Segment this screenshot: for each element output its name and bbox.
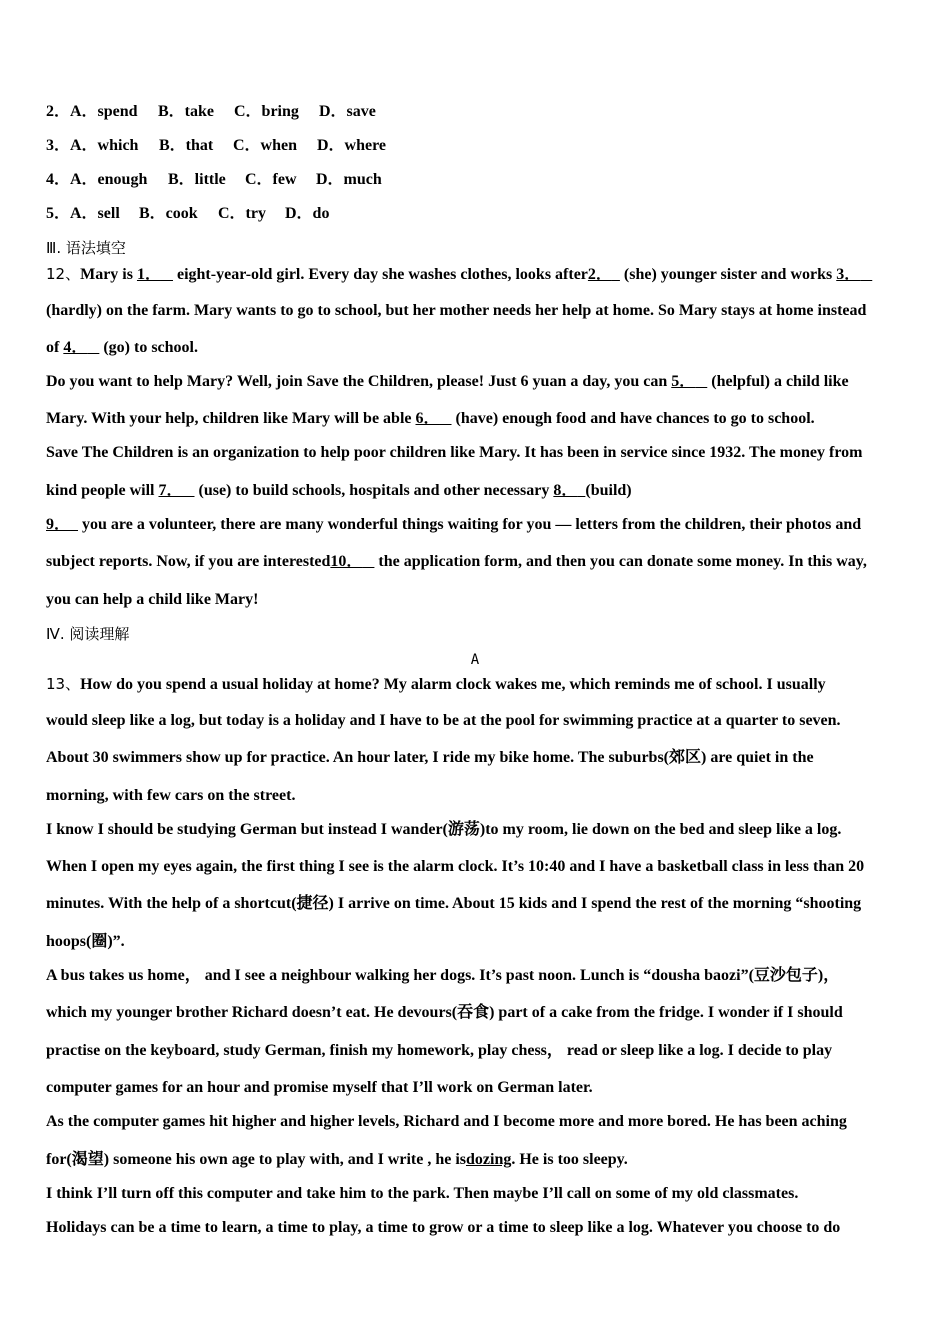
section-heading-grammar: Ⅲ. 语法填空 xyxy=(46,239,126,257)
q13-line-9: A bus takes us home， and I see a neighbour walking her dogs. It’s past noon. Lunch is “dousha baozi”(豆沙包子)， xyxy=(46,967,840,984)
q13-line-4: morning, with few cars on the street. xyxy=(46,787,296,804)
option-a: A．spend xyxy=(70,103,138,120)
q12-line-9: subject reports. Now, if you are interested10． the application form, and then you can donate some money. In this way, xyxy=(46,553,867,570)
blank-1: 1． xyxy=(136,266,161,283)
option-c: C．try xyxy=(218,205,266,222)
q12-line-1: 12、Mary is 1． eight-year-old girl. Every day she washes clothes, looks after2． (she) younger sister and works 3． xyxy=(46,265,861,283)
option-b: B．little xyxy=(168,171,226,188)
q13-line-16: Holidays can be a time to learn, a time to play, a time to grow or a time to sleep like a log. Whatever you choose to do xyxy=(46,1219,841,1236)
q13-line-13: As the computer games hit higher and higher levels, Richard and I become more and more bored. He has been aching xyxy=(46,1113,847,1130)
q12-line-3: of 4． (go) to school. xyxy=(46,339,198,356)
underlined-word: dozing xyxy=(466,1151,512,1168)
blank-10: 10． xyxy=(330,553,363,570)
option-row-2 xyxy=(46,102,376,122)
passage-label: A xyxy=(470,652,480,668)
q13-line-1: 13、How do you spend a usual holiday at home? My alarm clock wakes me, which reminds me of school. I usually xyxy=(46,675,826,693)
q12-line-5: Mary. With your help, children like Mary will be able 6． (have) enough food and have chances to go to school. xyxy=(46,410,815,427)
option-c: C．few xyxy=(245,171,297,188)
blank-2: 2． xyxy=(587,266,612,283)
option-a: A．enough xyxy=(70,171,148,188)
q12-line-4: Do you want to help Mary? Well, join Save the Children, please! Just 6 yuan a day, you can 5． (helpful) a child like xyxy=(46,373,849,390)
blank-9: 9． xyxy=(46,516,71,533)
option-row-4 xyxy=(46,170,382,190)
blank-7: 7． xyxy=(158,482,183,499)
q13-line-15: I think I’ll turn off this computer and take him to the park. Then maybe I’ll call on some of my old classmates. xyxy=(46,1185,799,1202)
option-b: B．that xyxy=(159,137,214,154)
question-number: 2． xyxy=(46,103,71,120)
blank-3: 3． xyxy=(836,266,861,283)
option-d: D．save xyxy=(319,103,376,120)
q12-line-10: you can help a child like Mary! xyxy=(46,591,259,608)
blank-8: 8． xyxy=(553,482,578,499)
q12-line-8: 9． you are a volunteer, there are many wonderful things waiting for you — letters from the children, their photos and xyxy=(46,516,862,533)
option-d: D．do xyxy=(285,205,330,222)
q13-line-6: When I open my eyes again, the first thing I see is the alarm clock. It’s 10:40 and I have a basketball class in less than 20 xyxy=(46,858,865,875)
section-heading-reading: Ⅳ. 阅读理解 xyxy=(46,625,130,643)
question-number: 12、 xyxy=(46,265,81,283)
option-b: B．cook xyxy=(139,205,198,222)
q12-line-2: (hardly) on the farm. Mary wants to go to school, but her mother needs her help at home. So Mary stays at home instead xyxy=(46,302,867,319)
option-a: A．sell xyxy=(70,205,120,222)
q13-line-10: which my younger brother Richard doesn’t eat. He devours(吞食) part of a cake from the fridge. I wonder if I should xyxy=(46,1004,843,1021)
blank-4: 4． xyxy=(63,339,88,356)
option-c: C．when xyxy=(233,137,298,154)
option-row-5 xyxy=(46,204,329,224)
option-c: C．bring xyxy=(234,103,299,120)
option-b: B．take xyxy=(158,103,215,120)
q12-line-6: Save The Children is an organization to help poor children like Mary. It has been in service since 1932. The money from xyxy=(46,444,863,461)
q13-line-12: computer games for an hour and promise myself that I’ll work on German later. xyxy=(46,1079,593,1096)
q13-line-5: I know I should be studying German but instead I wander(游荡)to my room, lie down on the bed and sleep like a log. xyxy=(46,821,842,838)
question-number: 4． xyxy=(46,171,71,188)
option-d: D．much xyxy=(316,171,382,188)
q13-line-14: for(渴望) someone his own age to play with, and I write , he isdozing. He is too sleepy. xyxy=(46,1151,628,1168)
q12-line-7: kind people will 7． (use) to build schools, hospitals and other necessary 8． (build) xyxy=(46,482,632,499)
blank-6: 6． xyxy=(415,410,440,427)
question-number: 3． xyxy=(46,137,71,154)
question-number: 5． xyxy=(46,205,71,222)
question-number: 13、 xyxy=(46,675,81,693)
q13-line-8: hoops(圈)”. xyxy=(46,933,125,950)
option-row-3 xyxy=(46,136,386,156)
blank-5: 5． xyxy=(671,373,696,390)
q13-line-3: About 30 swimmers show up for practice. An hour later, I ride my bike home. The suburbs(郊区) are quiet in the xyxy=(46,749,814,766)
q13-line-7: minutes. With the help of a shortcut(捷径) I arrive on time. About 15 kids and I spend the rest of the morning “shooting xyxy=(46,895,862,912)
option-d: D．where xyxy=(317,137,387,154)
q13-line-2: would sleep like a log, but today is a holiday and I have to be at the pool for swimming practice at a quarter to seven. xyxy=(46,712,841,729)
q13-line-11: practise on the keyboard, study German, finish my homework, play chess， read or sleep like a log. I decide to play xyxy=(46,1042,833,1059)
option-a: A．which xyxy=(70,137,139,154)
